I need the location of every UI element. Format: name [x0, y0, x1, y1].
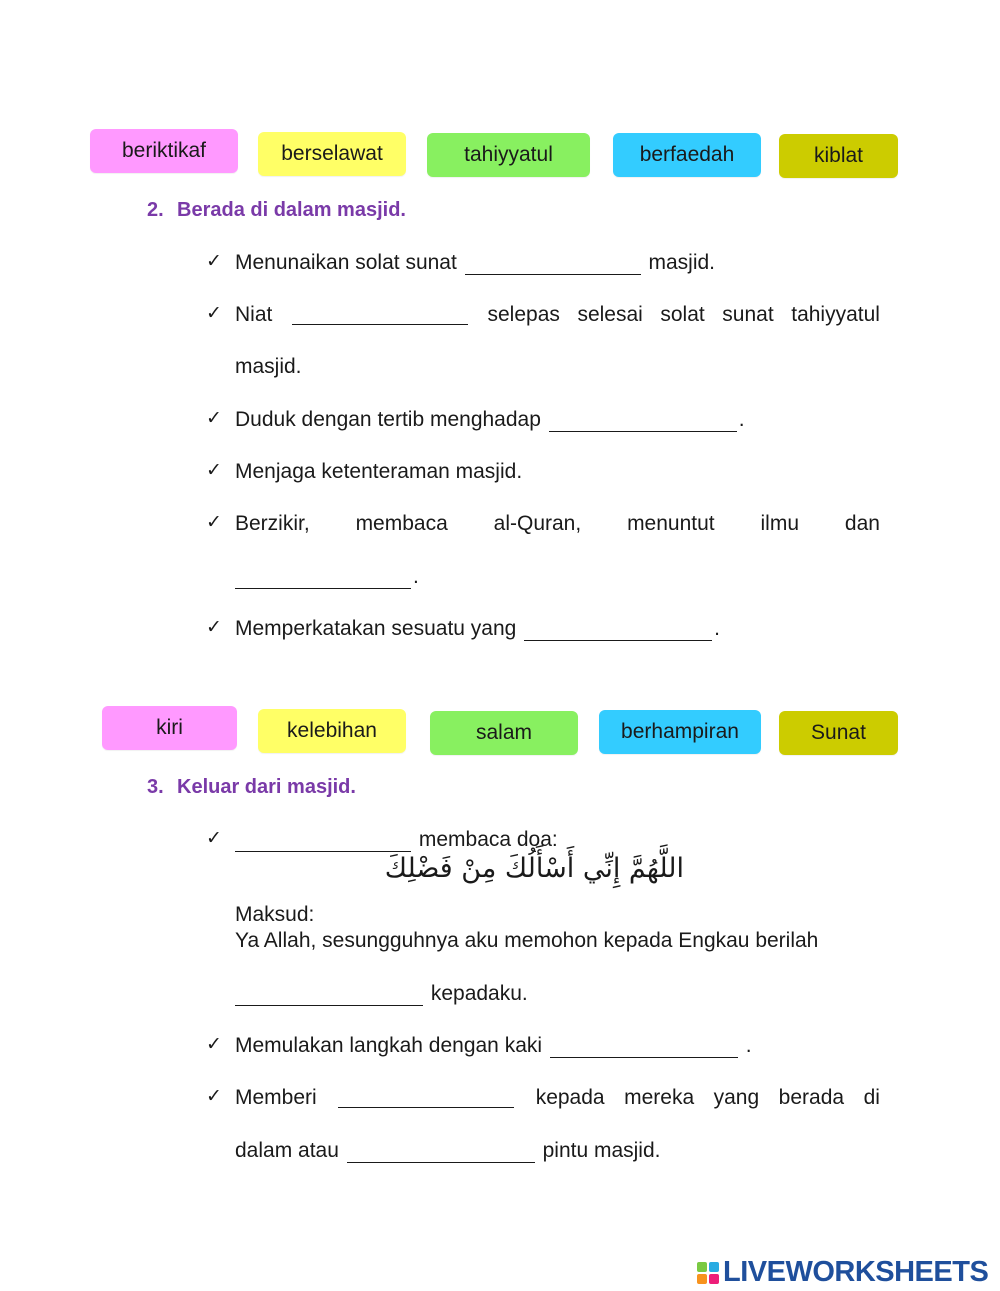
maksud-label: Maksud:	[235, 903, 315, 926]
check-icon: ✓	[206, 302, 222, 324]
item-continuation: masjid.	[235, 355, 302, 378]
item-text: membaca doa:	[418, 828, 558, 851]
word-chip-sunat[interactable]: Sunat	[779, 711, 898, 755]
item-text: masjid.	[648, 251, 716, 274]
word-chip-salam[interactable]: salam	[430, 711, 578, 755]
section-number: 2.	[147, 199, 164, 221]
logo-square	[697, 1274, 707, 1284]
blank-answer-field[interactable]	[465, 252, 641, 275]
section-title: Berada di dalam masjid.	[177, 199, 406, 221]
list-item: Menjaga ketenteraman masjid.	[235, 460, 523, 483]
word-chip-tahiyyatul[interactable]: tahiyyatul	[427, 133, 590, 177]
item-text: kepadaku.	[430, 982, 528, 1005]
blank-answer-field[interactable]	[550, 1035, 738, 1058]
blank-answer-field[interactable]	[235, 566, 411, 589]
item-word: sunat	[722, 303, 774, 326]
item-word: kepada	[535, 1086, 605, 1109]
item-word: berada	[778, 1086, 845, 1109]
item-word: dan	[844, 512, 880, 535]
item-word: mereka	[624, 1086, 695, 1109]
item-text: .	[745, 1034, 752, 1057]
item-word: menuntut	[627, 512, 715, 535]
arabic-prayer: اللَّهُمَّ إِنِّي أَسْأَلُكَ مِنْ فَضْلِكَ	[384, 853, 684, 884]
blank-answer-field[interactable]	[347, 1140, 535, 1163]
item-word: Berzikir,	[235, 512, 310, 535]
section-title: Keluar dari masjid.	[177, 776, 356, 798]
item-word: tahiyyatul	[791, 303, 880, 326]
item-continuation	[235, 1138, 660, 1164]
item-word: Memberi	[235, 1086, 317, 1109]
item-text: Duduk dengan tertib menghadap	[235, 408, 541, 431]
blank-answer-field[interactable]	[338, 1085, 514, 1108]
list-item	[235, 407, 745, 433]
liveworksheets-mark-icon	[697, 1262, 719, 1284]
item-continuation	[235, 564, 419, 590]
blank-answer-field[interactable]	[235, 829, 411, 852]
logo-square	[709, 1274, 719, 1284]
item-word: yang	[713, 1086, 760, 1109]
item-continuation	[235, 981, 528, 1007]
item-word: selesai	[577, 303, 643, 326]
blank-answer-field[interactable]	[292, 302, 468, 325]
check-icon: ✓	[206, 1085, 222, 1107]
word-chip-berfaedah[interactable]: berfaedah	[613, 133, 761, 177]
word-chip-berselawat[interactable]: berselawat	[258, 132, 406, 176]
item-word: di	[863, 1086, 880, 1109]
item-text: .	[738, 408, 745, 431]
item-word: solat	[660, 303, 705, 326]
check-icon: ✓	[206, 511, 222, 533]
brand-name: LIVEWORKSHEETS	[723, 1256, 989, 1288]
list-item	[235, 1085, 880, 1111]
list-item	[235, 250, 715, 276]
item-text: pintu masjid.	[542, 1139, 661, 1162]
check-icon: ✓	[206, 1033, 222, 1055]
check-icon: ✓	[206, 250, 222, 272]
item-text: Memulakan langkah dengan kaki	[235, 1034, 543, 1057]
list-item	[235, 616, 720, 642]
item-text: Memperkatakan sesuatu yang	[235, 617, 517, 640]
logo-square	[697, 1262, 707, 1272]
item-text: Menunaikan solat sunat	[235, 251, 457, 274]
list-item	[235, 302, 880, 328]
blank-answer-field[interactable]	[524, 618, 712, 641]
item-word: selepas	[487, 303, 560, 326]
check-icon: ✓	[206, 407, 222, 429]
check-icon: ✓	[206, 459, 222, 481]
check-icon: ✓	[206, 616, 222, 638]
section-heading	[147, 776, 356, 799]
blank-answer-field[interactable]	[235, 983, 423, 1006]
word-chip-kelebihan[interactable]: kelebihan	[258, 709, 406, 753]
liveworksheets-logo	[697, 1256, 988, 1289]
maksud-text: Ya Allah, sesungguhnya aku memohon kepada Engkau berilah	[235, 929, 819, 952]
item-word: Niat	[235, 303, 273, 326]
word-chip-kiri[interactable]: kiri	[102, 706, 237, 750]
item-word: al-Quran,	[493, 512, 582, 535]
item-word: ilmu	[760, 512, 800, 535]
section-number: 3.	[147, 776, 164, 798]
check-icon: ✓	[206, 827, 222, 849]
list-item	[235, 827, 558, 853]
blank-answer-field[interactable]	[549, 409, 737, 432]
word-chip-kiblat[interactable]: kiblat	[779, 134, 898, 178]
logo-square	[709, 1262, 719, 1272]
list-item	[235, 1033, 752, 1059]
item-word: membaca	[355, 512, 448, 535]
item-text: .	[413, 565, 419, 588]
list-item	[235, 511, 880, 537]
item-text: dalam atau	[235, 1139, 339, 1162]
word-chip-beriktikaf[interactable]: beriktikaf	[90, 129, 238, 173]
word-chip-berhampiran[interactable]: berhampiran	[599, 710, 761, 754]
section-heading	[147, 199, 406, 222]
item-text: .	[714, 617, 721, 640]
